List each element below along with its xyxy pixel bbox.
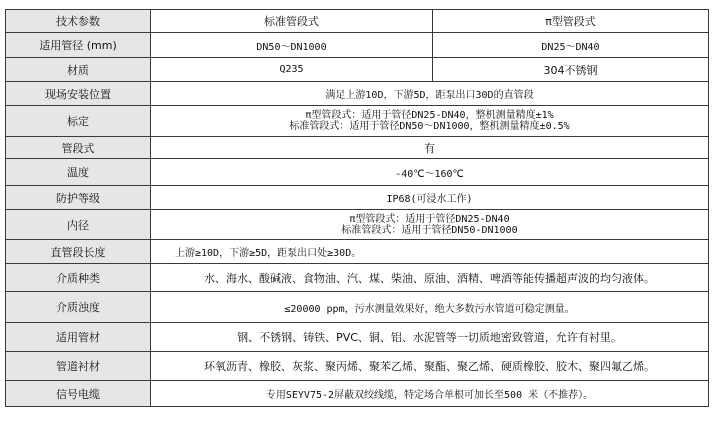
row-label: 适用管径 (mm) [6,33,151,58]
cell-value: 有 [151,137,709,159]
spec-table-container [5,9,708,407]
table-row [6,210,709,240]
cell-value: 环氧沥青、橡胶、灰浆、聚丙烯、聚苯乙烯、聚酯、聚乙烯、硬质橡胶、胶木、聚四氟乙烯。 [151,352,709,381]
cell-value: DN50～DN1000 [151,33,433,58]
row-label: 标定 [6,106,151,137]
row-label: 内径 [6,210,151,240]
cell-value: 304不锈钢 [433,58,709,82]
header-standard: 标准管段式 [151,10,433,33]
table-row [6,137,709,159]
cell-value: 钢、不锈钢、铸铁、PVC、铜、铝、水泥管等一切质地密致管道，允许有衬里。 [151,323,709,352]
row-label: 介质浊度 [6,292,151,323]
row-label: 防护等级 [6,186,151,210]
calibration-line-2: 标准管段式：适用于管径DN50～DN1000，整机测量精度±0.5% [289,121,570,132]
table-row [6,240,709,264]
row-label: 信号电缆 [6,381,151,407]
inner-diameter-line-2: 标准管段式：适用于管径DN50-DN1000 [341,224,518,236]
cell-value [151,210,709,240]
cell-value [151,106,709,137]
row-label: 现场安装位置 [6,82,151,106]
row-label: 温度 [6,159,151,186]
cell-value: 专用SEYV75-2屏蔽双绞线缆，特定场合单根可加长至500 米（不推荐）。 [151,381,709,407]
header-pi: π型管段式 [433,10,709,33]
row-label: 管段式 [6,137,151,159]
table-row [6,159,709,186]
row-label: 材质 [6,58,151,82]
header-param: 技术参数 [6,10,151,33]
cell-value: DN25～DN40 [433,33,709,58]
row-label: 直管段长度 [6,240,151,264]
row-label: 管道衬材 [6,352,151,381]
table-row [6,82,709,106]
cell-value: IP68(可浸水工作) [151,186,709,210]
inner-diameter-line-1: π型管段式：适用于管径DN25-DN40 [349,213,510,225]
table-row [6,323,709,352]
table-row [6,352,709,381]
table-header-row [6,10,709,33]
spec-table [5,9,709,407]
cell-value: 水、海水、酸碱液、食物油、汽、煤、柴油、原油、酒精、啤酒等能传播超声波的均匀液体。 [151,264,709,292]
cell-value: ≤20000 ppm，污水测量效果好，绝大多数污水管道可稳定测量。 [151,292,709,323]
table-row [6,106,709,137]
calibration-line-1: π型管段式：适用于管径DN25-DN40，整机测量精度±1% [305,110,554,121]
table-row [6,381,709,407]
table-row [6,264,709,292]
table-row [6,58,709,82]
cell-value: Q235 [151,58,433,82]
row-label: 介质种类 [6,264,151,292]
cell-value: 满足上游10D，下游5D，距泵出口30D的直管段 [151,82,709,106]
row-label: 适用管材 [6,323,151,352]
table-row [6,33,709,58]
cell-value: -40℃～160℃ [151,159,709,186]
table-row [6,186,709,210]
cell-value: 上游≥10D，下游≥5D，距泵出口处≥30D。 [151,240,709,264]
table-row [6,292,709,323]
